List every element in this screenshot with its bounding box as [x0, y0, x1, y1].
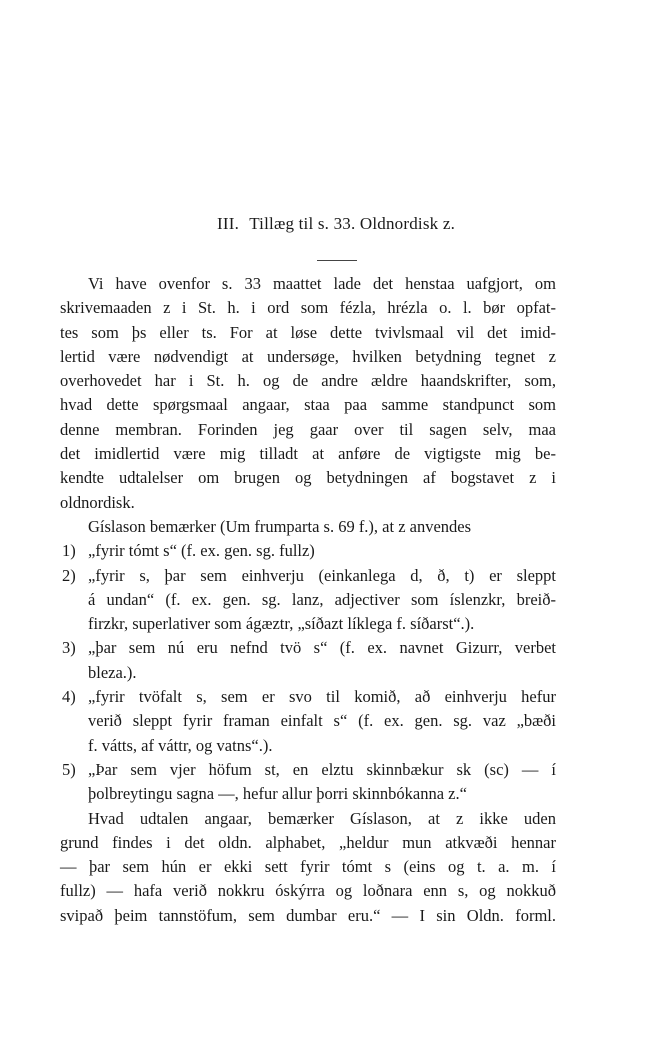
- list-item-number: 4): [62, 687, 76, 707]
- text-line: „þar sem nú eru nefnd tvö s“ (f. ex. navnet Gizurr, verbet: [88, 638, 556, 658]
- text-line: skrivemaaden z i St. h. i ord som fézla, hrézla o. l. bør opfat-: [60, 298, 556, 318]
- text-line: á undan“ (f. ex. gen. sg. lanz, adjectiver som íslenzkr, breið-: [88, 589, 556, 609]
- text-line: „fyrir tvöfalt s, sem er svo til komið, að einhverju hefur: [88, 687, 556, 707]
- text-line: „fyrir tómt s“ (f. ex. gen. sg. fullz): [88, 541, 315, 561]
- text-line: det imidlertid være mig tilladt at anføre de vigtigste mig be-: [60, 444, 556, 464]
- text-line: fullz) — hafa verið nokkru óskýrra og loðnara enn s, og nokkuð: [60, 881, 556, 901]
- text-line: hvad dette spørgsmaal angaar, staa paa samme standpunct som: [60, 395, 556, 415]
- text-line: lertid være nødvendigt at undersøge, hvilken betydning tegnet z: [60, 346, 556, 366]
- list-item-number: 5): [62, 759, 76, 779]
- text-line: svipað þeim tannstöfum, sem dumbar eru.“ — I sin Oldn. forml.: [60, 905, 556, 925]
- paragraph-1: [60, 272, 556, 515]
- heading-divider: [317, 260, 357, 261]
- text-line: tes som þs eller ts. For at løse dette tvivlsmaal vil det imid-: [60, 322, 556, 342]
- text-line: þolbreytingu sagna —, hefur allur þorri skinnbókanna z.“: [88, 784, 467, 804]
- text-line: Hvad udtalen angaar, bemærker Gíslason, at z ikke uden: [88, 808, 556, 828]
- list-item: [60, 539, 556, 563]
- paragraph-3: [60, 807, 556, 928]
- text-line: denne membran. Forinden jeg gaar over til sagen selv, maa: [60, 419, 556, 439]
- text-line: Gíslason bemærker (Um frumparta s. 69 f.), at z anvendes: [88, 516, 472, 536]
- text-line: oldnordisk.: [60, 492, 135, 512]
- text-line: firzkr, superlativer som ágæztr, „síðazt líklega f. síðarst“.).: [88, 614, 475, 634]
- text-line: bleza.).: [88, 662, 137, 682]
- text-line: verið sleppt fyrir framan einfalt s“ (f. ex. gen. sg. vaz „bæði: [88, 711, 556, 731]
- section-title: Tillæg til s. 33. Oldnordisk z.: [249, 214, 456, 233]
- section-number: III.: [216, 214, 240, 233]
- text-line: „Þar sem vjer höfum st, en elztu skinnbækur sk (sc) — í: [88, 759, 556, 779]
- list-item-number: 2): [62, 565, 76, 585]
- text-line: — þar sem hún er ekki sett fyrir tómt s (eins og t. a. m. í: [60, 857, 556, 877]
- text-line: f. vátts, af váttr, og vatns“.).: [88, 735, 273, 755]
- text-line: Vi have ovenfor s. 33 maattet lade det henstaa uafgjort, om: [88, 274, 556, 293]
- paragraph-2: [60, 515, 556, 807]
- section-heading: [0, 214, 672, 234]
- list-item: [60, 564, 556, 637]
- list-item: [60, 685, 556, 758]
- list-item-number: 3): [62, 638, 76, 658]
- text-line: overhovedet har i St. h. og de andre ældre haandskrifter, som,: [60, 371, 556, 391]
- list-item: [60, 758, 556, 807]
- text-line: kendte udtalelser om brugen og betydningen af bogstavet z i: [60, 468, 556, 488]
- text-line: grund findes i det oldn. alphabet, „heldur mun atkvæði hennar: [60, 832, 556, 852]
- text-line: „fyrir s, þar sem einhverju (einkanlega d, ð, t) er sleppt: [88, 565, 556, 585]
- list-item-number: 1): [62, 541, 76, 561]
- list-item: [60, 636, 556, 685]
- body-text: [60, 272, 556, 928]
